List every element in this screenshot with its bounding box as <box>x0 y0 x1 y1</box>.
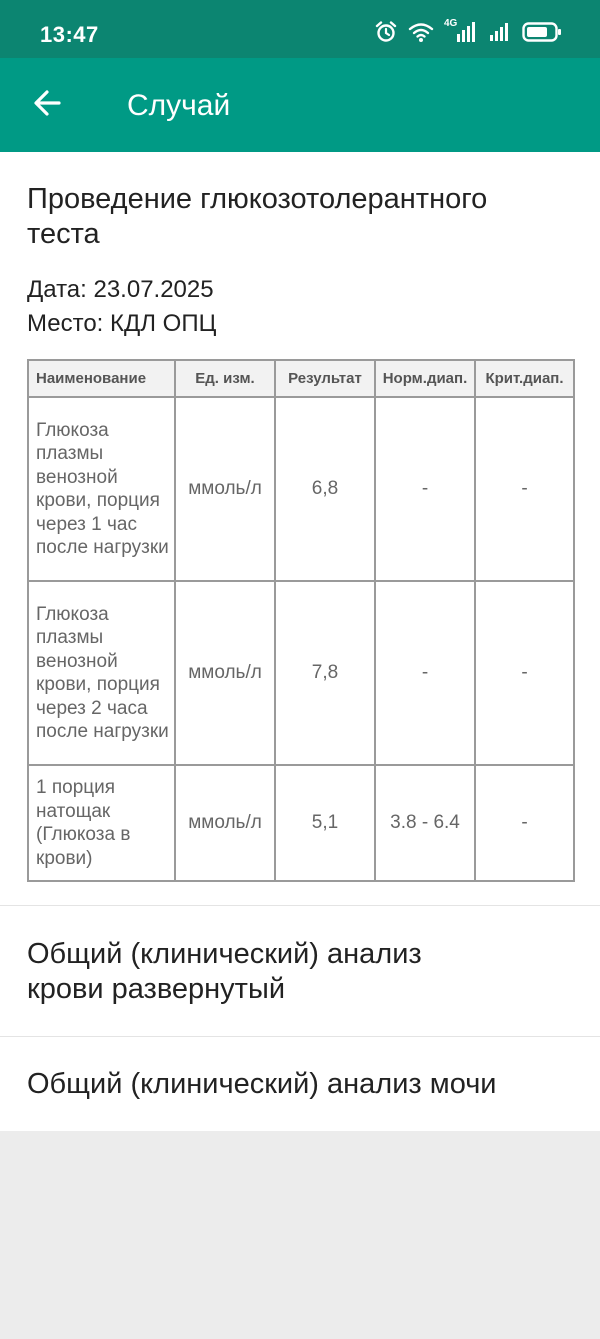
wifi-icon <box>408 21 434 43</box>
header-result: Результат <box>275 360 375 397</box>
alarm-icon <box>374 20 398 44</box>
analysis-item-urine[interactable]: Общий (клинический) анализ мочи <box>27 1068 497 1100</box>
case-content <box>0 152 600 1131</box>
row-crit-range: - <box>475 581 574 765</box>
app-bar <box>0 58 600 152</box>
status-time: 13:47 <box>40 22 99 47</box>
case-meta <box>27 273 216 341</box>
signal-4g-icon <box>444 20 478 44</box>
header-crit-range: Крит.диап. <box>475 360 574 397</box>
row-norm-range: - <box>375 397 475 581</box>
row-unit: ммоль/л <box>175 581 275 765</box>
table-row <box>28 765 574 881</box>
status-bar <box>0 0 600 58</box>
network-type-label: 4G <box>444 18 458 29</box>
row-name: 1 порция натощак (Глюкоза в крови) <box>28 765 175 881</box>
row-name: Глюкоза плазмы венозной крови, порция через 1 час после нагрузки <box>28 397 175 581</box>
row-unit: ммоль/л <box>175 765 275 881</box>
case-date: Дата: 23.07.2025 <box>27 276 214 303</box>
page-title: Случай <box>127 89 231 122</box>
divider <box>0 905 600 906</box>
header-norm-range: Норм.диап. <box>375 360 475 397</box>
status-icons <box>374 20 562 44</box>
row-result: 6,8 <box>275 397 375 581</box>
results-table <box>27 359 575 882</box>
row-crit-range: - <box>475 765 574 881</box>
analysis-item-blood[interactable]: Общий (клинический) анализ крови развернутый <box>27 938 422 1005</box>
table-header-row <box>28 360 574 397</box>
row-result: 5,1 <box>275 765 375 881</box>
header-name: Наименование <box>28 360 175 397</box>
signal-icon <box>488 21 512 43</box>
row-norm-range: - <box>375 581 475 765</box>
table-row <box>28 581 574 765</box>
row-result: 7,8 <box>275 581 375 765</box>
case-title[interactable]: Проведение глюкозотолерантного теста <box>27 183 488 250</box>
arrow-left-icon <box>32 88 62 123</box>
row-norm-range: 3.8 - 6.4 <box>375 765 475 881</box>
divider <box>0 1036 600 1037</box>
back-button[interactable] <box>20 82 74 128</box>
case-place: Место: КДЛ ОПЦ <box>27 310 217 337</box>
header-unit: Ед. изм. <box>175 360 275 397</box>
row-unit: ммоль/л <box>175 397 275 581</box>
row-crit-range: - <box>475 397 574 581</box>
table-row <box>28 397 574 581</box>
battery-icon <box>522 21 562 43</box>
row-name: Глюкоза плазмы венозной крови, порция через 2 часа после нагрузки <box>28 581 175 765</box>
